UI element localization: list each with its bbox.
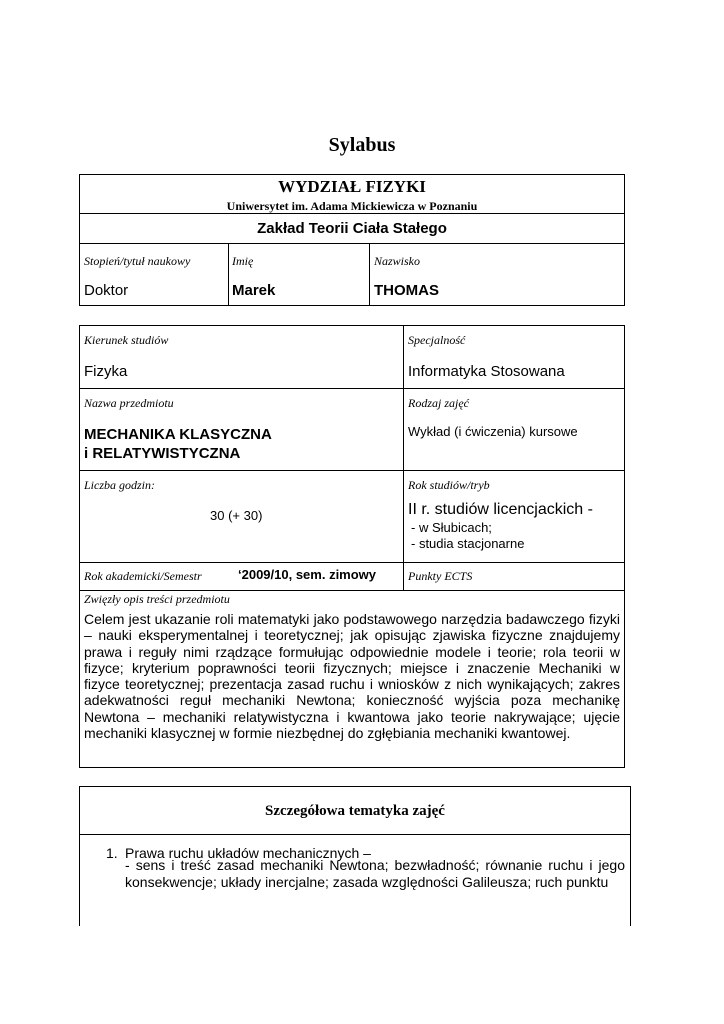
column-divider bbox=[369, 243, 370, 305]
specialty-label: Specjalność bbox=[408, 333, 466, 347]
semester-label: Rok akademicki/Semestr bbox=[84, 569, 202, 583]
department-name: Zakład Teorii Ciała Stałego bbox=[257, 220, 447, 237]
summary-label: Zwięzły opis treści przedmiotu bbox=[84, 592, 230, 606]
degree-value: Doktor bbox=[84, 282, 129, 299]
university-name: Uniwersytet im. Adama Mickiewicza w Poznaniu bbox=[226, 199, 478, 213]
topic-text: - sens i treść zasad mechaniki Newtona; bezwładność; równanie ruchu i jego konsekwencje; układy inercjalne; zasada względności Galileusza; ruch punktu bbox=[125, 857, 625, 890]
year-line-2: - w Słubicach; bbox=[411, 520, 492, 535]
subject-line-1: MECHANIKA KLASYCZNA bbox=[84, 426, 272, 443]
year-line-1: II r. studiów licencjackich - bbox=[408, 501, 593, 518]
divider bbox=[80, 243, 624, 244]
divider bbox=[80, 213, 624, 214]
divider bbox=[80, 834, 630, 835]
topic-number: 1. bbox=[106, 845, 118, 861]
faculty-name: WYDZIAŁ FIZYKI bbox=[278, 177, 426, 196]
last-name-value: THOMAS bbox=[374, 282, 439, 299]
course-table bbox=[79, 325, 625, 768]
topics-table bbox=[79, 786, 631, 926]
degree-label: Stopień/tytuł naukowy bbox=[84, 254, 191, 268]
last-name-label: Nazwisko bbox=[374, 254, 421, 268]
divider bbox=[80, 590, 624, 591]
field-value: Fizyka bbox=[84, 363, 128, 380]
class-type-label: Rodzaj zajęć bbox=[408, 396, 469, 410]
column-divider bbox=[228, 243, 229, 305]
topic-title: Prawa ruchu układów mechanicznych – bbox=[125, 845, 371, 861]
first-name-value: Marek bbox=[232, 282, 276, 299]
ects-label: Punkty ECTS bbox=[408, 569, 473, 583]
topics-heading: Szczegółowa tematyka zajęć bbox=[265, 803, 445, 819]
column-divider bbox=[403, 326, 404, 590]
hours-value: 30 (+ 30) bbox=[210, 508, 263, 523]
class-type-value: Wykład (i ćwiczenia) kursowe bbox=[408, 424, 578, 439]
specialty-value: Informatyka Stosowana bbox=[408, 363, 565, 380]
summary-text: Celem jest ukazanie roli matematyki jako podstawowego narzędzia badawczego fizyki – nauki eksperymentalnej i teoretycznej; jak opisując zjawiska fizyczne znajdujemy prawa i reguły nimi rządzące formułując odpowiednie modele i teorie; rola teorii w fizyce; kryterium poprawności teorii fizycznych; miejsce i znaczenie Mechaniki w fizyce teoretycznej; prezentacja zasad ruchu i wniosków z nich wynikających; zakres adekwatności reguł mechaniki Newtona; konieczność wyjścia poza mechanikę Newtona – mechaniki relatywistyczna i kwantowa jako teorie nakrywające; ujęcie mechaniki klasycznej w formie niezbędnej do zgłębiania mechaniki kwantowej. bbox=[84, 611, 620, 742]
faculty-table bbox=[79, 174, 625, 306]
hours-label: Liczba godzin: bbox=[84, 478, 156, 492]
year-label: Rok studiów/tryb bbox=[408, 478, 490, 492]
divider bbox=[80, 470, 624, 471]
subject-line-2: i RELATYWISTYCZNA bbox=[84, 445, 241, 462]
semester-value: ‘2009/10, sem. zimowy bbox=[238, 567, 377, 582]
subject-label: Nazwa przedmiotu bbox=[84, 396, 174, 410]
divider bbox=[80, 388, 624, 389]
year-line-3: - studia stacjonarne bbox=[411, 536, 525, 551]
field-label: Kierunek studiów bbox=[84, 333, 169, 347]
document-title: Sylabus bbox=[328, 134, 396, 156]
divider bbox=[80, 562, 624, 563]
first-name-label: Imię bbox=[232, 254, 254, 268]
